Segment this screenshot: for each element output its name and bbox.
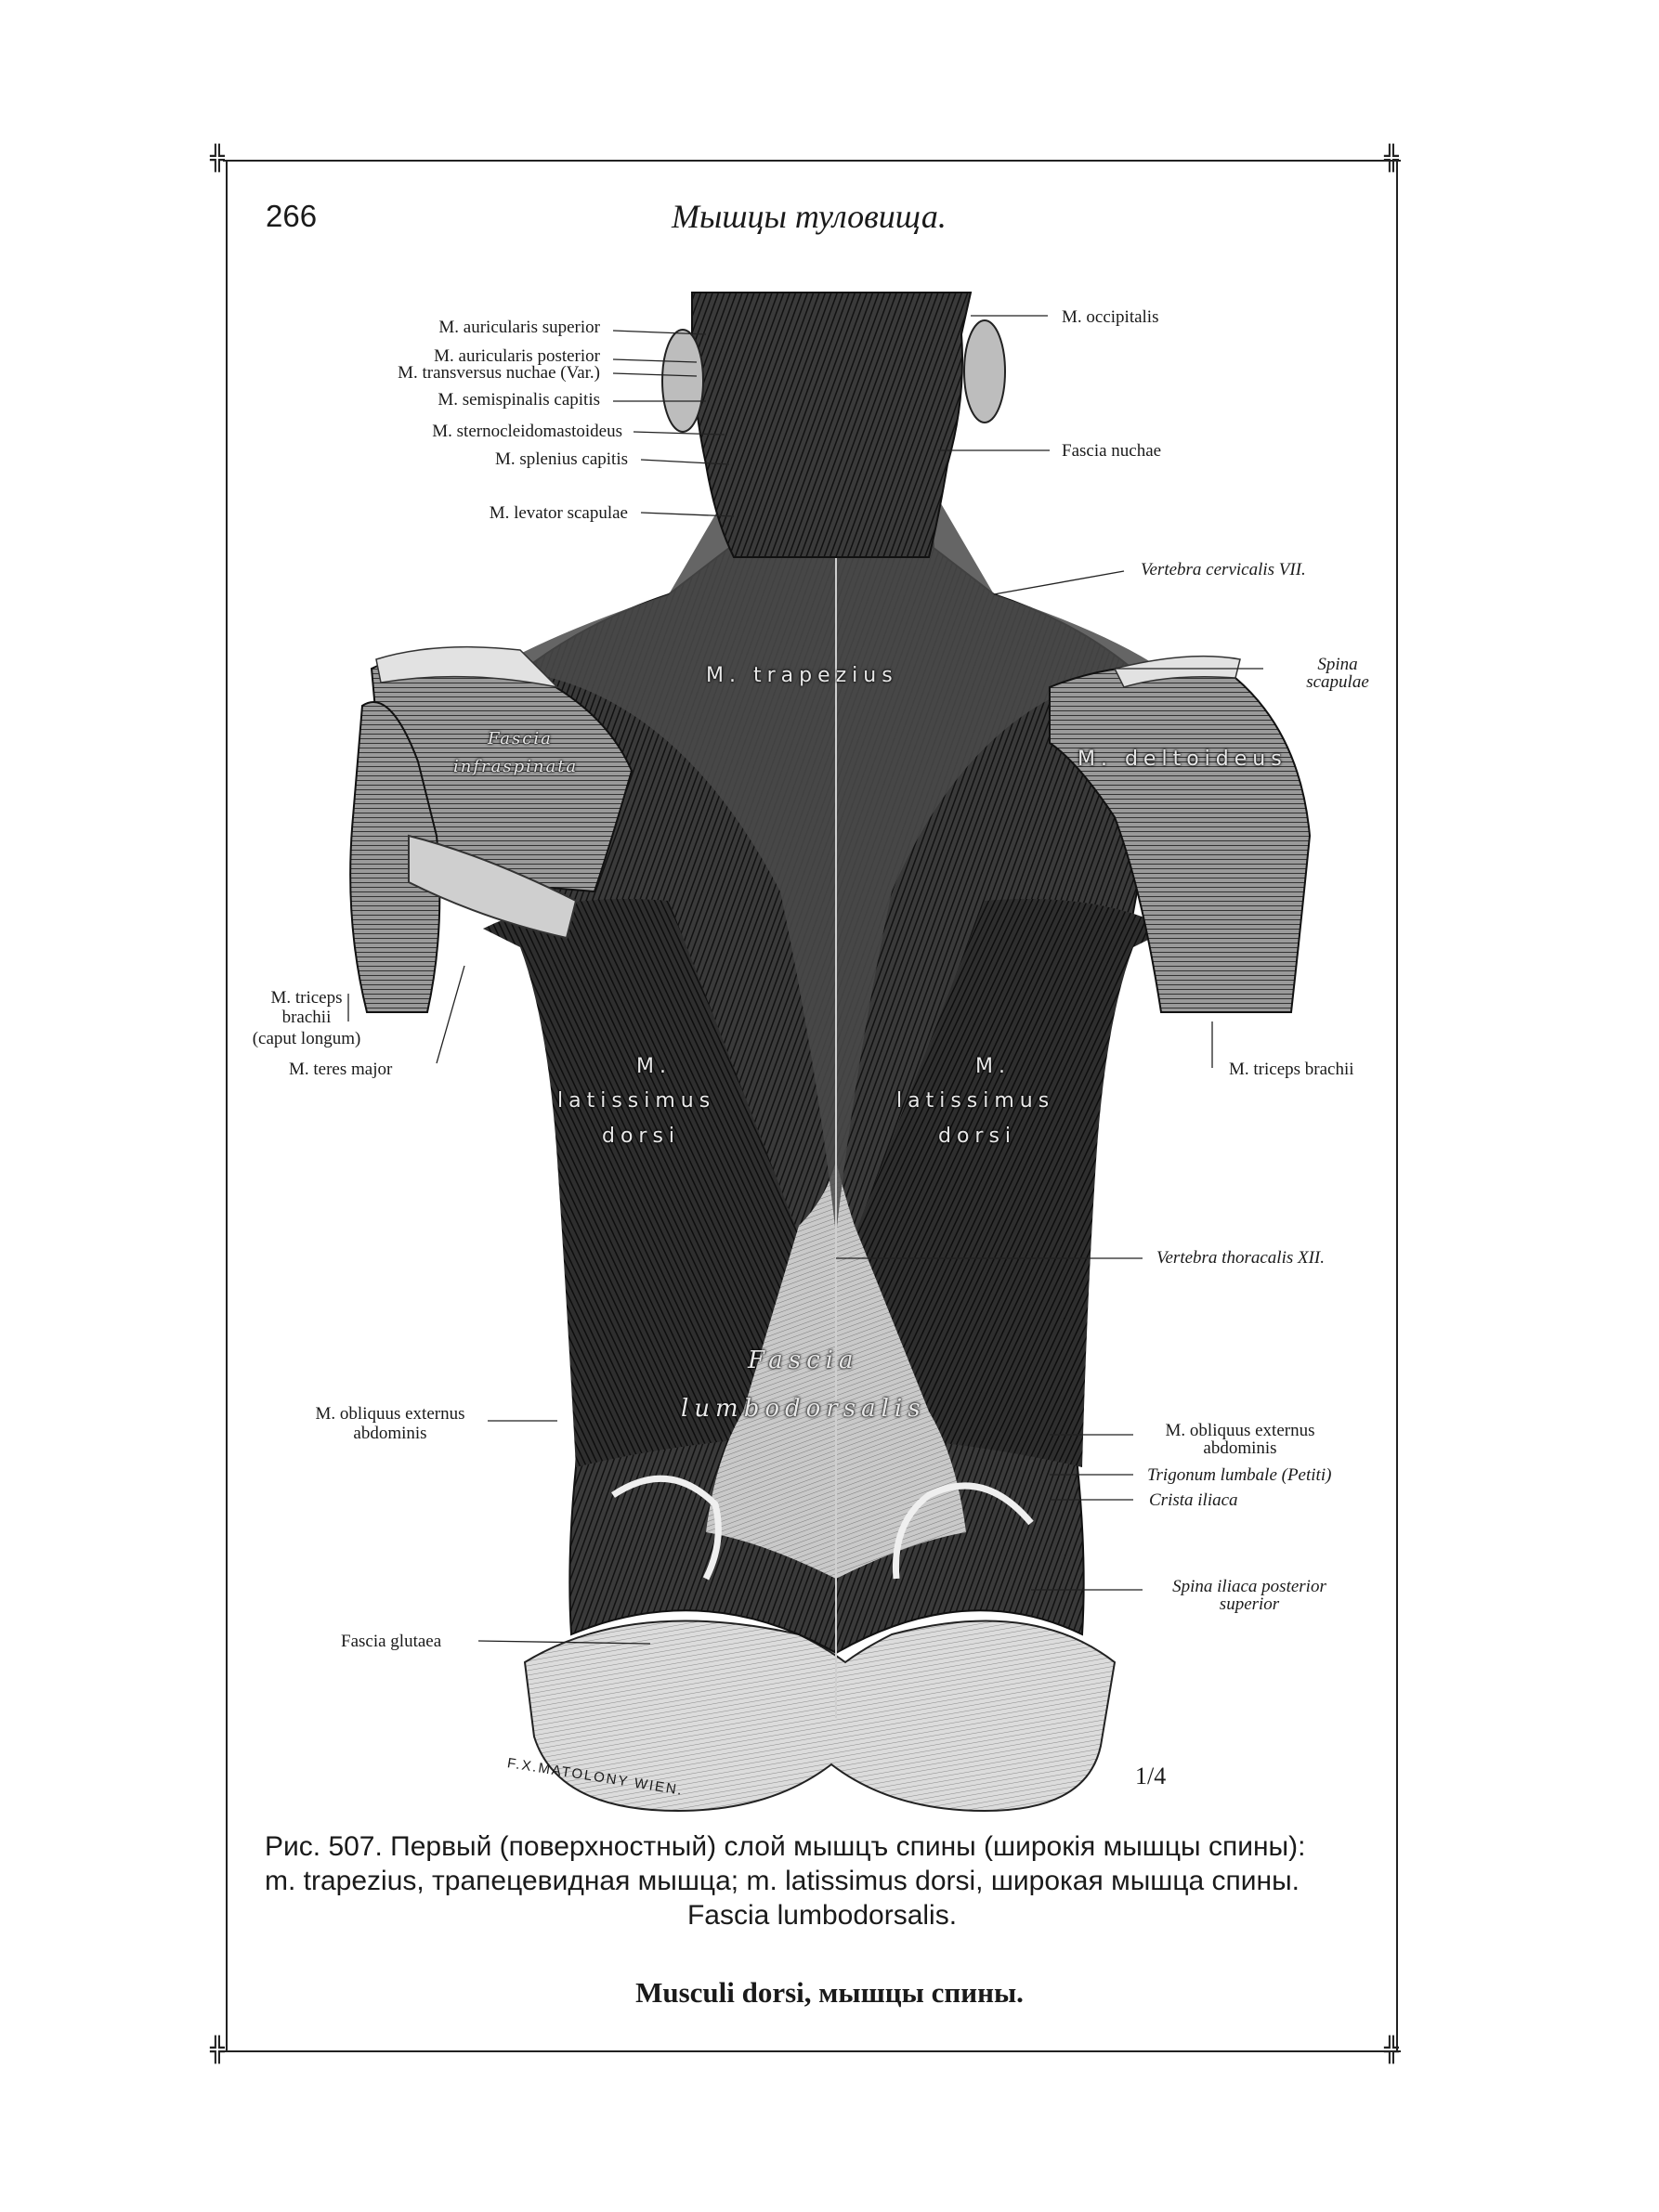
label-vertebra-thoracalis-xii: Vertebra thoracalis XII. — [1156, 1248, 1326, 1268]
inlabel-latissimus-right-3: dorsi — [938, 1125, 1017, 1148]
label-fascia-nuchae: Fascia nuchae — [1062, 441, 1162, 461]
inlabel-fascia-lumbodorsalis-1: Fascia — [748, 1347, 859, 1374]
label-trigonum-lumbale: Trigonum lumbale (Petiti) — [1147, 1465, 1332, 1485]
inlabel-latissimus-right-1: M. — [975, 1055, 1011, 1078]
inlabel-fascia-infraspinata-1: Fascia — [488, 729, 553, 748]
inlabel-fascia-lumbodorsalis-2: lumbodorsalis — [681, 1395, 926, 1423]
corner-ornament-bottom-right: ╬ — [1384, 2036, 1399, 2064]
corner-ornament-top-left: ╬ — [210, 145, 225, 173]
label-spina-scapulae-2: scapulae — [1306, 672, 1369, 692]
corner-ornament-bottom-left: ╬ — [210, 2036, 225, 2064]
label-m-obliquus-externus-right-1: M. obliquus externus — [1165, 1421, 1315, 1440]
label-spina-iliaca-posterior-2: superior — [1219, 1594, 1280, 1614]
scale-note: 1/4 — [1135, 1763, 1167, 1789]
label-m-triceps-caput-longum-2: brachii — [281, 1008, 332, 1027]
label-m-triceps-caput-longum-3: (caput longum) — [252, 1029, 361, 1048]
label-m-triceps-caput-longum-1: M. triceps — [270, 988, 343, 1008]
label-spina-scapulae-1: Spina — [1317, 655, 1358, 674]
label-vertebra-cervicalis-vii: Vertebra cervicalis VII. — [1141, 560, 1306, 579]
label-m-obliquus-externus-left-2: abdominis — [353, 1424, 427, 1443]
caption-line-2: m. trapezius, трапецевидная мышца; m. latissimus dorsi, широкая мышца спины. — [265, 1866, 1300, 1896]
label-m-transversus-nuchae: M. transversus nuchae (Var.) — [398, 363, 600, 383]
label-crista-iliaca: Crista iliaca — [1149, 1490, 1238, 1510]
label-m-obliquus-externus-right-2: abdominis — [1203, 1438, 1277, 1458]
label-fascia-glutaea: Fascia glutaea — [341, 1632, 442, 1651]
label-m-auricularis-posterior: M. auricularis posterior — [434, 346, 600, 366]
engraver-signature: F.X.MATOLONY WIEN. — [505, 1755, 686, 1799]
label-m-occipitalis: M. occipitalis — [1062, 307, 1159, 327]
corner-ornament-top-right: ╬ — [1384, 145, 1399, 173]
running-title: Мышцы туловища. — [672, 198, 947, 235]
label-spina-iliaca-posterior-1: Spina iliaca posterior — [1172, 1577, 1326, 1596]
figure-caption — [265, 1829, 1379, 1932]
inlabel-latissimus-right-2: latissimus — [896, 1089, 1055, 1113]
ear-right — [964, 320, 1005, 423]
label-m-obliquus-externus-left-1: M. obliquus externus — [315, 1404, 465, 1424]
inlabel-fascia-infraspinata-2: infraspinata — [453, 757, 579, 776]
inlabel-m-trapezius: M. trapezius — [706, 664, 898, 687]
inlabel-latissimus-left-1: M. — [636, 1055, 672, 1078]
label-m-auricularis-superior: M. auricularis superior — [438, 318, 600, 337]
section-title: Musculi dorsi, мышцы спины. — [635, 1976, 1024, 2009]
head-neck — [692, 293, 971, 557]
inlabel-m-deltoideus: M. deltoideus — [1078, 748, 1287, 771]
inlabel-latissimus-left-3: dorsi — [602, 1125, 681, 1148]
page-number: 266 — [266, 199, 318, 233]
label-m-levator-scapulae: M. levator scapulae — [489, 503, 628, 523]
label-m-splenius-capitis: M. splenius capitis — [494, 449, 628, 469]
caption-line-1: Рис. 507. Первый (поверхностный) слой мышцъ спины (широкія мышцы спины): — [265, 1831, 1306, 1862]
inlabel-latissimus-left-2: latissimus — [557, 1089, 716, 1113]
caption-line-3: Fascia lumbodorsalis. — [686, 1900, 958, 1931]
label-m-triceps-brachii-right: M. triceps brachii — [1229, 1060, 1354, 1079]
label-m-sternocleidomastoideus: M. sternocleidomastoideus — [432, 422, 622, 441]
label-m-teres-major: M. teres major — [289, 1060, 393, 1079]
label-m-semispinalis-capitis: M. semispinalis capitis — [438, 390, 600, 410]
ear-left — [662, 330, 703, 432]
